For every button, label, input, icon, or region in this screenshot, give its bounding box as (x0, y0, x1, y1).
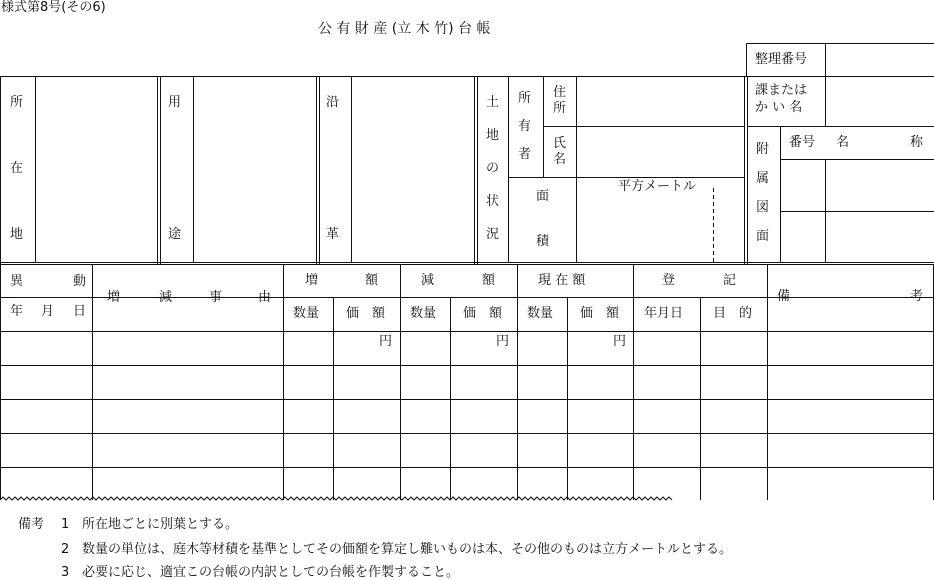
suryo-label-2: 数量 (410, 306, 437, 321)
shoyusha-label-3: 者 (518, 147, 532, 162)
ido-label-1: 異 (10, 274, 24, 289)
yoto-label-1: 用 (168, 95, 182, 110)
enkaku-label-1: 沿 (326, 95, 340, 110)
shoyusha-label-2: 有 (518, 119, 532, 134)
menseki-label-1: 面 (536, 189, 550, 204)
fuzoku-label-4: 面 (756, 229, 770, 244)
jusho-label-1: 住 (553, 85, 567, 100)
nen-label: 年 (10, 304, 24, 319)
note-text-2: 数量の単位は、庭木等材積を基準としてその価額を算定し難いものは本、その他のものは立方メートルとする。 (82, 542, 733, 557)
fuzoku-label-1: 附 (756, 142, 770, 157)
yen-unit-3: 円 (613, 334, 627, 349)
biko-label-2: 考 (910, 289, 924, 304)
tochi-label-4: 状 (486, 194, 500, 209)
yen-unit-2: 円 (496, 334, 510, 349)
zo-label: 増 (305, 273, 319, 288)
notes-label: 備考 (18, 517, 45, 532)
tochi-label-1: 土 (486, 95, 500, 110)
gen-label: 減 (421, 273, 435, 288)
ido-label-2: 動 (73, 274, 87, 289)
page-title: 公 有 財 産 (立 木 竹) 台 帳 (318, 21, 491, 37)
genzai-gaku-label: 現 在 額 (538, 273, 586, 288)
tochi-label-5: 況 (486, 227, 500, 242)
zogen-label-2: 減 (159, 290, 173, 305)
meisho-label-2: 称 (910, 135, 924, 150)
to-label: 登 (662, 273, 676, 288)
bango-label: 番号 (789, 135, 816, 150)
suryo-label-3: 数量 (527, 306, 554, 321)
kagaku-label-2: 価 額 (463, 306, 503, 321)
tsuki-label: 月 (41, 304, 55, 319)
ki-label: 記 (723, 273, 737, 288)
tochi-label-3: の (486, 161, 500, 176)
fuzoku-label-3: 図 (756, 200, 770, 215)
suryo-label-1: 数量 (293, 306, 320, 321)
ka-mata-wa-label: 課または (755, 83, 808, 98)
meisho-label-1: 名 (836, 135, 850, 150)
note-num-1: 1 (61, 517, 70, 532)
kagaku-label-1: 価 額 (346, 306, 386, 321)
zogen-label-1: 増 (107, 290, 121, 305)
jusho-label-2: 所 (553, 101, 567, 116)
fuzoku-label-2: 属 (756, 171, 770, 186)
form-number: 様式第8号(その6) (1, 0, 106, 15)
zogen-label-4: 由 (258, 290, 272, 305)
zo-gaku-label: 額 (365, 273, 379, 288)
menseki-label-2: 積 (536, 234, 550, 249)
nengappi-label: 年月日 (644, 306, 684, 321)
enkaku-label-2: 革 (326, 227, 340, 242)
note-num-2: 2 (61, 542, 70, 557)
mokuteki-label: 目 的 (713, 306, 753, 321)
kagaku-label-3: 価 額 (580, 306, 620, 321)
yoto-label-2: 途 (168, 227, 182, 242)
hi-label: 日 (73, 304, 87, 319)
tochi-label-2: 地 (486, 128, 500, 143)
area-unit: 平方メートル (618, 179, 697, 194)
gen-gaku-label: 額 (482, 273, 496, 288)
note-text-1: 所在地ごとに別葉とする。 (82, 517, 239, 532)
shimei-label-1: 氏 (553, 136, 567, 151)
shozaichi-label-2: 在 (10, 161, 24, 176)
note-text-3: 必要に応じ、適宜この台帳の内訳としての台帳を作製すること。 (82, 565, 460, 580)
shozaichi-label-1: 所 (10, 95, 24, 110)
shoyusha-label-1: 所 (518, 91, 532, 106)
biko-label-1: 備 (777, 289, 791, 304)
shimei-label-2: 名 (553, 152, 567, 167)
seiri-bango-label: 整理番号 (755, 52, 808, 67)
kai-mei-label: か い 名 (755, 100, 803, 115)
zogen-label-3: 事 (209, 290, 223, 305)
yen-unit-1: 円 (379, 334, 393, 349)
note-num-3: 3 (61, 565, 70, 580)
shozaichi-label-3: 地 (10, 227, 24, 242)
